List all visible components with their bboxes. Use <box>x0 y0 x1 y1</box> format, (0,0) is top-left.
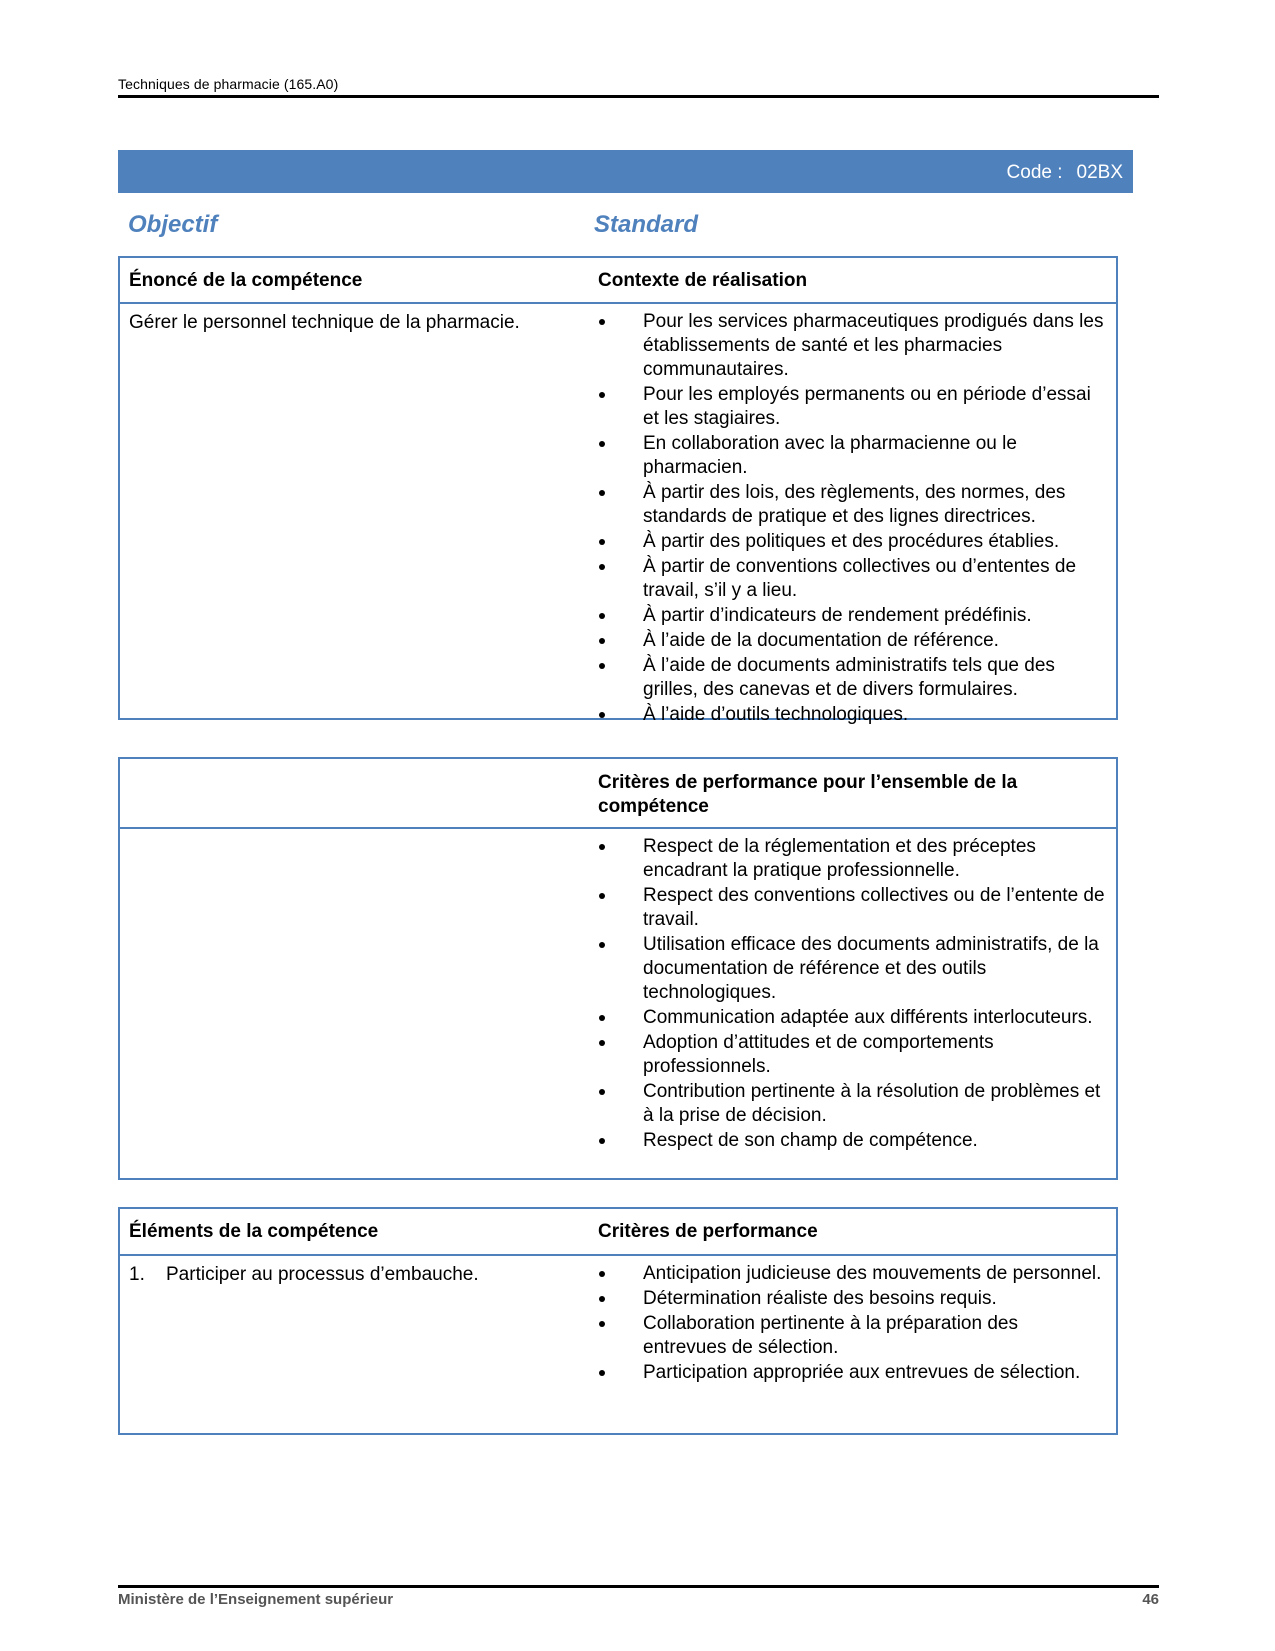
list-item: À partir des lois, des règlements, des normes, des standards de pratique et des lignes directrices. <box>598 481 1106 529</box>
header-contexte: Contexte de réalisation <box>598 270 808 291</box>
header-enonce: Énoncé de la compétence <box>129 270 363 291</box>
list-item: À l’aide de la documentation de référence. <box>598 629 1106 653</box>
bullet-icon <box>599 539 605 545</box>
list-item: Utilisation efficace des documents administratifs, de la documentation de référence et des outils technologiques. <box>598 933 1106 1005</box>
list-item: Collaboration pertinente à la préparation des entrevues de sélection. <box>598 1312 1106 1360</box>
list-item: Pour les employés permanents ou en période d’essai et les stagiaires. <box>598 383 1106 431</box>
bullet-icon <box>599 1015 605 1021</box>
list-item: À l’aide d’outils technologiques. <box>598 703 1106 727</box>
bullet-icon <box>599 942 605 948</box>
list-item: Respect de la réglementation et des préceptes encadrant la pratique professionnelle. <box>598 835 1106 883</box>
element-item <box>129 1264 479 1286</box>
bullet-icon <box>599 1271 605 1277</box>
list-item: Respect de son champ de compétence. <box>598 1129 1106 1153</box>
bullet-icon <box>599 490 605 496</box>
header-criteres-ensemble: Critères de performance pour l’ensemble de la compétence <box>598 772 1018 817</box>
bullet-icon <box>599 1321 605 1327</box>
header-criteres: Critères de performance <box>598 1221 818 1242</box>
list-item: Respect des conventions collectives ou de l’entente de travail. <box>598 884 1106 932</box>
bullet-icon <box>599 441 605 447</box>
heading-standard: Standard <box>594 211 699 238</box>
list-item: En collaboration avec la pharmacienne ou le pharmacien. <box>598 432 1106 480</box>
bullet-icon <box>599 1040 605 1046</box>
list-item: À partir d’indicateurs de rendement prédéfinis. <box>598 604 1106 628</box>
bullet-icon <box>599 319 605 325</box>
performance-list <box>598 835 1106 1154</box>
bullet-icon <box>599 1089 605 1095</box>
bullet-icon <box>599 613 605 619</box>
table-header <box>120 759 1116 829</box>
bullet-icon <box>599 564 605 570</box>
list-item: À l’aide de documents administratifs tels que des grilles, des canevas et de divers formulaires. <box>598 654 1106 702</box>
code-value: 02BX <box>1076 162 1123 183</box>
bullet-icon <box>599 663 605 669</box>
list-item: Contribution pertinente à la résolution de problèmes et à la prise de décision. <box>598 1080 1106 1128</box>
bullet-icon <box>599 844 605 850</box>
bullet-icon <box>599 1138 605 1144</box>
page-footer <box>118 1585 1159 1608</box>
code-label: Code : <box>1006 162 1063 183</box>
criteria-list <box>598 1262 1106 1386</box>
list-item: Participation appropriée aux entrevues de sélection. <box>598 1361 1106 1385</box>
competency-code <box>1007 162 1123 184</box>
bullet-icon <box>599 1370 605 1376</box>
competence-statement: Gérer le personnel technique de la pharmacie. <box>129 312 520 333</box>
code-bar <box>118 150 1133 193</box>
header-elements: Éléments de la compétence <box>129 1221 379 1242</box>
context-list <box>598 310 1106 728</box>
bullet-icon <box>599 712 605 718</box>
list-item: Adoption d’attitudes et de comportements professionnels. <box>598 1031 1106 1079</box>
page-header <box>118 76 1159 98</box>
program-title: Techniques de pharmacie (165.A0) <box>118 76 339 92</box>
bullet-icon <box>599 392 605 398</box>
elements-criteria-table <box>118 1207 1118 1435</box>
list-item: Communication adaptée aux différents interlocuteurs. <box>598 1006 1106 1030</box>
overall-performance-table <box>118 757 1118 1180</box>
list-item: Détermination réaliste des besoins requis. <box>598 1287 1106 1311</box>
page-number: 46 <box>1142 1591 1159 1608</box>
element-number: 1. <box>129 1264 145 1285</box>
bullet-icon <box>599 1296 605 1302</box>
bullet-icon <box>599 638 605 644</box>
list-item: À partir des politiques et des procédures établies. <box>598 530 1106 554</box>
competence-context-table <box>118 256 1118 725</box>
element-text: Participer au processus d’embauche. <box>166 1264 479 1285</box>
table-header <box>120 258 1116 304</box>
ministry-name: Ministère de l’Enseignement supérieur <box>118 1591 394 1608</box>
table-header <box>120 1209 1116 1256</box>
section-headings <box>128 211 1128 241</box>
bullet-icon <box>599 893 605 899</box>
heading-objectif: Objectif <box>128 211 218 238</box>
list-item: Pour les services pharmaceutiques prodigués dans les établissements de santé et les pharmacies communautaires. <box>598 310 1106 382</box>
list-item: Anticipation judicieuse des mouvements de personnel. <box>598 1262 1106 1286</box>
list-item: À partir de conventions collectives ou d’ententes de travail, s’il y a lieu. <box>598 555 1106 603</box>
